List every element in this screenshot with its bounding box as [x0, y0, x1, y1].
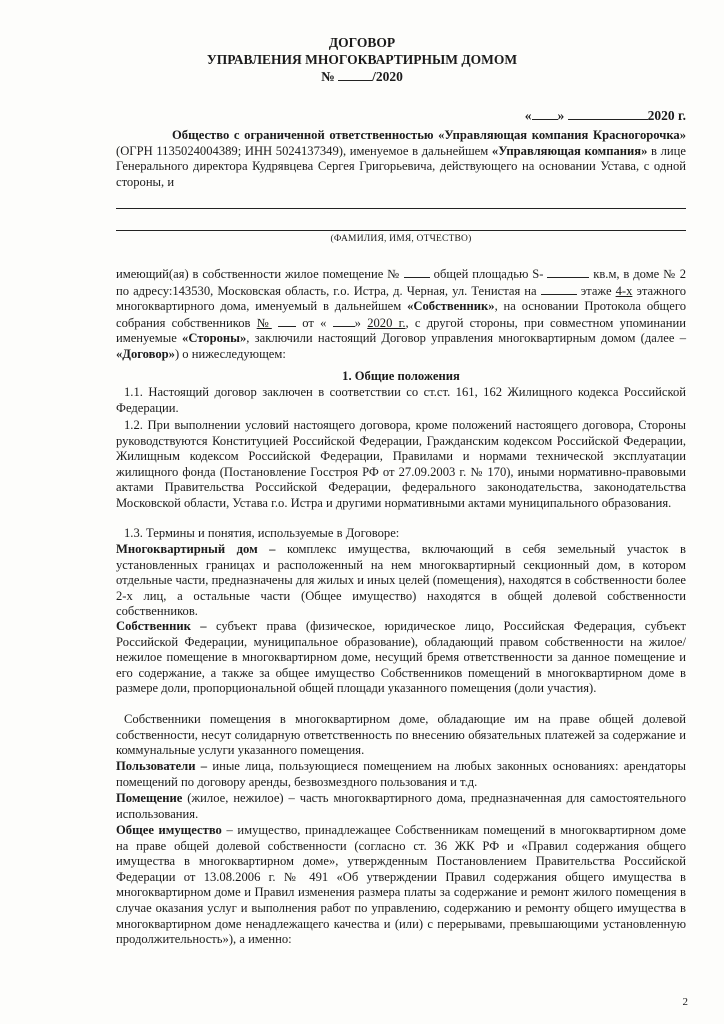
floors-value: 4-х — [615, 283, 633, 298]
clause-1-2: 1.2. При выполнении условий настоящего договора, кроме положений настоящего договора, Стороны руководствуются Конституцией Российской Федерации, Гражданским кодексом Российской Федерации, Жилищным кодексом Российской Федерации, Правилами и нормами технической эксплуатации жилищного фонда (Постановление Госстроя РФ от 27.09.2003 г. № 170), иными нормативно-правовыми актами Правительства Российской Федерации, федерального законодательства, законодательства Московской области, Устава г.о. Истра и другими нормативными актами муниципального образования. — [116, 418, 686, 510]
term-label: Помещение — [116, 791, 183, 805]
intro-paragraph: Общество с ограниченной ответственностью «Управляющая компания Красногорочка» (ОГРН 1135024004389; ИНН 5024137349), именуемое в дальнейшем «Управляющая компания» в лице Генерального директора Кудрявцева Сергея Григорьевича, действующего на основании Устава, с одной стороны, и — [116, 128, 686, 189]
contract-header — [0, 34, 724, 85]
parties-term: «Стороны» — [182, 331, 247, 346]
contract-date: « » 2020 г. — [524, 108, 686, 123]
owner-term: «Собственник» — [407, 299, 495, 314]
term-owner: Собственник – субъект права (физическое, юридическое лицо, Российская Федерация, субъект Российской Федерации, муниципальное образование), обладающий правом собственности на жилое/нежилое помещение в многоквартирном доме, несущий бремя ответственности за данное помещение и его содержание, а также за общее имущество Собственников помещений в многоквартирном доме в размере доли, пропорциональной общей площади указанного помещения (доли участия). — [116, 619, 686, 696]
term-label: Пользователи – — [116, 759, 208, 773]
date-year: 2020 г. — [647, 108, 686, 123]
number-prefix: № — [321, 69, 335, 84]
term-label: Собственник – — [116, 619, 207, 633]
term-label: Общее имущество — [116, 823, 222, 837]
contract-number — [0, 68, 724, 85]
term-premises: Помещение (жилое, нежилое) – часть многоквартирного дома, предназначенная для самостоятельного использования. — [116, 791, 686, 821]
number-suffix: /2020 — [372, 69, 403, 84]
title-subject: УПРАВЛЕНИЯ МНОГОКВАРТИРНЫМ ДОМОМ — [206, 52, 518, 67]
fio-line-2 — [116, 230, 686, 231]
title-contract: ДОГОВОР — [328, 35, 396, 50]
fio-caption: (ФАМИЛИЯ, ИМЯ, ОТЧЕСТВО) — [330, 234, 472, 244]
clause-1-3: 1.3. Термины и понятия, используемые в Договоре: — [124, 526, 400, 540]
company-short-name: «Управляющая компания» — [491, 143, 648, 158]
owner-paragraph: имеющий(ая) в собственности жилое помещение № общей площадью S- кв.м, в доме № 2 по адресу:143530, Московская область, г.о. Истра, д. Черная, ул. Тенистая на этаже 4-х этажного многоквартирного дома, именуемый в дальнейшем «Собственник», на основании Протокола общего собрания собственников № от « » 2020 г., с другой стороны, при совместном упоминании именуемые «Стороны», заключили настоящий Договор управления многоквартирным домом (далее – «Договор») о нижеследующем: — [116, 267, 687, 361]
term-apartment-building: Многоквартирный дом – комплекс имущества, включающий в себя земельный участок в установленных границах и расположенный на нем многоквартирный секционный дом, в котором отдельные части, предназначены для жилых и иных целей (помещения), находятся в собственности более 2-х лиц, а остальные части (Общее имущество) находятся в общей долевой собственности собственников. — [116, 542, 686, 619]
page-number: 2 — [682, 996, 688, 1008]
fio-line-1 — [116, 208, 686, 209]
term-common-property: Общее имущество – имущество, принадлежащее Собственникам помещений в многоквартирном доме на праве общей долевой собственности (согласно ст. 36 ЖК РФ и «Правил содержания общего имущества в многоквартирном доме», утвержденным Постановлением Правительства Российской Федерации от 13.08.2006 г. № 491 «Об утверждении Правил содержания общего имущества в многоквартирном доме и Правил изменения размера платы за содержание и ремонт жилого помещения в случае оказания услуг и выполнения работ по управлению, содержанию и ремонту общего имущества в многоквартирном доме ненадлежащего качества и (или) с перерывами, превышающими установленную продолжительность»), а именно: — [116, 823, 686, 947]
clause-1-1: 1.1. Настоящий договор заключен в соответствии со ст.ст. 161, 162 Жилищного кодекса Российской Федерации. — [116, 385, 686, 415]
company-name: Общество с ограниченной ответственностью «Управляющая компания Красногорочка» — [172, 128, 686, 142]
term-label: Многоквартирный дом – — [116, 542, 276, 556]
term-users: Пользователи – иные лица, пользующиеся помещением на любых законных основаниях: арендаторы помещений по договору аренды, безвозмездного пользования и т.д. — [116, 759, 686, 789]
section-title: 1. Общие положения — [342, 369, 460, 383]
contract-term: «Договор» — [116, 346, 175, 361]
owners-liability: Собственники помещения в многоквартирном доме, обладающие им на праве общей долевой собственности, несут солидарную ответственность по внесению обязательных платежей за содержание и коммунальные услуги указанного помещения. — [116, 712, 686, 758]
